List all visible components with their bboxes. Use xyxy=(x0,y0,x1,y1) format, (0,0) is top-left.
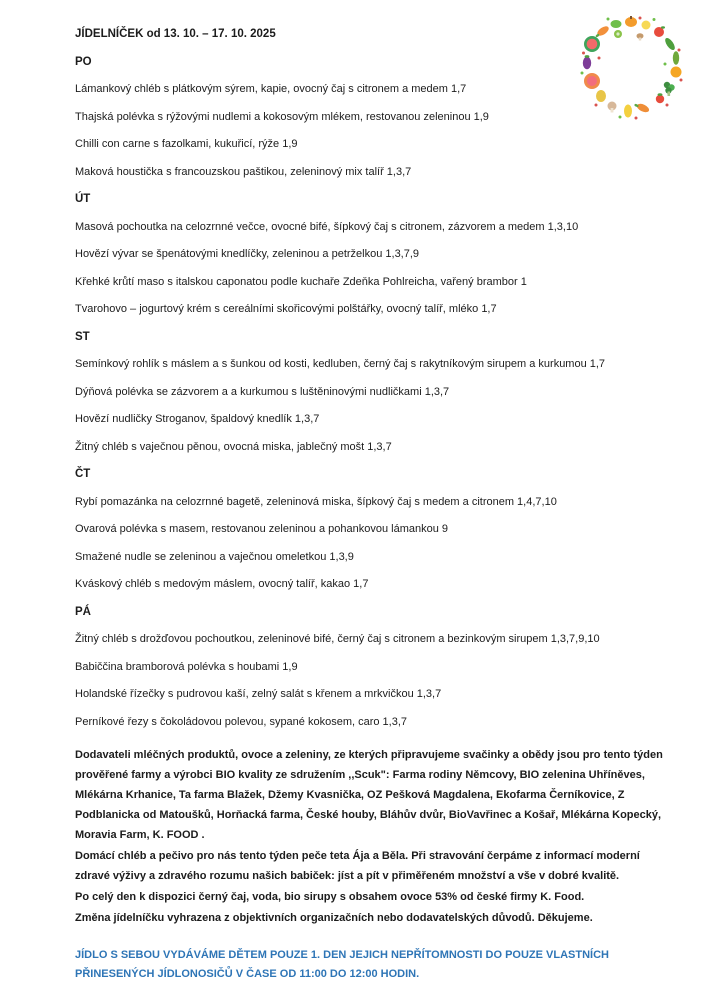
menu-item: Lámankový chléb s plátkovým sýrem, kapie, ovocný čaj s citronem a medem 1,7 xyxy=(75,83,467,95)
suppliers-note: Dodavateli mléčných produktů, ovoce a zeleniny, ze kterých připravujeme svačinky a obědy jsou pro tento týden prověřené farmy a výrobci BIO kvality ze sdružením ,,Scuk": Farma rodiny Němcovy, BIO zelenina Uhříněves, Mlékárna Krhanice, Ta farma Blažek, Džemy Kvasnička, OZ Pešková Magdalena, Ekofarma Černíkovice, Z Podblanicka od Matoušků, Horňacká farma, České houby, Bláhův dvůr, BioVavřinec a Košař, Mlékárna Kopecký, Moravia Farm, K. FOOD . xyxy=(75,748,663,841)
menu-item: Hovězí nudličky Stroganov, špaldový knedlík 1,3,7 xyxy=(75,413,320,425)
day-label: ÚT xyxy=(75,193,91,205)
bread-and-nutrition-note: Domácí chléb a pečivo pro nás tento týden peče teta Ája a Běla. Při stravování čerpáme z informací moderní zdravé výživy a zdravého rozumu našich babiček: jíst a pít v přiměřeném množství a vše v dobré kvalitě. xyxy=(75,849,640,882)
day-label: ČT xyxy=(75,468,91,480)
menu-item: Masová pochoutka na celozrnné večce, ovocné bifé, šípkový čaj s citronem, zázvorem a medem 1,3,10 xyxy=(75,220,579,233)
menu-day-tuesday xyxy=(75,193,664,316)
menu-item: Chilli con carne s fazolkami, kukuřicí, rýže 1,9 xyxy=(75,138,298,150)
menu-item: Thajská polévka s rýžovými nudlemi a kokosovým mlékem, restovanou zeleninou 1,9 xyxy=(75,110,489,123)
day-label: PO xyxy=(75,55,92,68)
menu-change-note: Změna jídelníčku vyhrazena z objektivních organizačních nebo dodavatelských důvodů. Děkujeme. xyxy=(75,911,593,924)
produce-wreath-logo xyxy=(570,6,692,126)
menu-item: Rybí pomazánka na celozrnné bagetě, zeleninová miska, šípkový čaj s medem a citronem 1,4,7,10 xyxy=(75,495,557,508)
menu-day-thursday xyxy=(75,468,664,591)
menu-item: Smažené nudle se zeleninou a vaječnou omeletkou 1,3,9 xyxy=(75,550,354,563)
day-label: ST xyxy=(75,330,90,343)
menu-item: Maková houstička s francouzskou paštikou, zeleninový mix talíř 1,3,7 xyxy=(75,165,412,178)
menu-item: Kváskový chléb s medovým máslem, ovocný talíř, kakao 1,7 xyxy=(75,578,369,590)
menu-item: Holandské řízečky s pudrovou kaší, zelný salát s křenem a mrkvičkou 1,3,7 xyxy=(75,688,442,700)
day-label: PÁ xyxy=(75,605,91,618)
menu-item: Hovězí vývar se špenátovými knedlíčky, zeleninou a petrželkou 1,3,7,9 xyxy=(75,248,420,260)
menu-item: Babiččina bramborová polévka s houbami 1,9 xyxy=(75,660,298,673)
menu-item: Perníkové řezy s čokoládovou polevou, sypané kokosem, caro 1,3,7 xyxy=(75,715,408,728)
produce-wreath-icon xyxy=(570,6,692,126)
takeaway-notice: JÍDLO S SEBOU VYDÁVÁME DĚTEM POUZE 1. DEN JEJICH NEPŘÍTOMNOSTI DO POUZE VLASTNÍCH PŘINESENÝCH JÍDLONOSIČŮ V ČASE OD 11:00 DO 12:00 HODIN. xyxy=(75,948,609,980)
menu-item: Ovarová polévka s masem, restovanou zeleninou a pohankovou lámankou 9 xyxy=(75,523,449,535)
notes-block xyxy=(75,745,664,928)
menu-item: Žitný chléb s vaječnou pěnou, ovocná miska, jablečný mošt 1,3,7 xyxy=(75,440,392,453)
menu-item: Křehké krůtí maso s italskou caponatou podle kuchaře Zdeňka Pohlreicha, vařený brambor 1 xyxy=(75,275,527,288)
menu-item: Semínkový rohlík s máslem a s šunkou od kosti, kedluben, černý čaj s rakytníkovým sirupem a kurkumou 1,7 xyxy=(75,358,606,370)
page-title: JÍDELNÍČEK od 13. 10. – 17. 10. 2025 xyxy=(75,28,276,40)
menu-day-wednesday xyxy=(75,331,664,454)
menu-item: Tvarohovo – jogurtový krém s cereálními skořicovými polštářky, ovocný talíř, mléko 1,7 xyxy=(75,303,497,315)
menu-item: Žitný chléb s drožďovou pochoutkou, zeleninové bifé, černý čaj s citronem a bezinkovým sirupem 1,3,7,9,10 xyxy=(75,633,600,645)
menu-day-friday xyxy=(75,606,664,729)
menu-item: Dýňová polévka se zázvorem a a kurkumou s luštěninovými nudličkami 1,3,7 xyxy=(75,385,450,398)
drinks-note: Po celý den k dispozici černý čaj, voda, bio sirupy s obsahem ovoce 53% od české firmy K. Food. xyxy=(75,890,585,903)
